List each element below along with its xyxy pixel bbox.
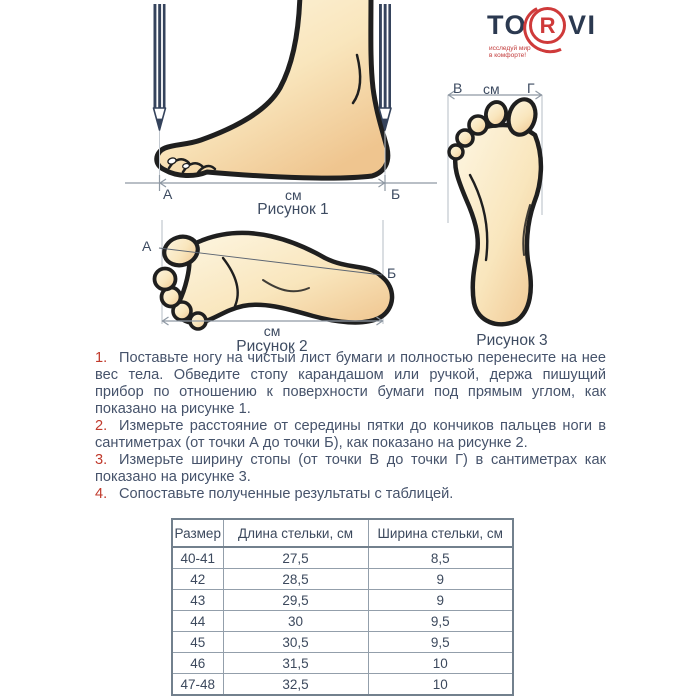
length-cell: 28,5 bbox=[223, 569, 368, 590]
instruction-item-1 bbox=[95, 350, 606, 418]
cm-unit-label: см bbox=[285, 187, 302, 203]
size-cell: 44 bbox=[172, 611, 223, 632]
header-size: Размер bbox=[172, 519, 223, 547]
instruction-text: Поставьте ногу на чистый лист бумаги и полностью перенесите на нее вес тела. Обведите стопу карандашом или ручкой, держа пишущий прибор по отношению к поверхности бумаги под прямым углом, как показано на рисунке 1. bbox=[95, 350, 606, 417]
figure-2-caption: Рисунок 2 bbox=[236, 338, 308, 355]
instruction-number: 4. bbox=[95, 486, 108, 502]
table-row bbox=[172, 611, 513, 632]
logo-tagline-line2: в комфорте! bbox=[489, 52, 527, 59]
width-cell: 10 bbox=[368, 653, 513, 674]
size-cell: 47-48 bbox=[172, 674, 223, 696]
logo-tagline-line1: исследуй мир bbox=[489, 45, 531, 52]
cm-unit-label: см bbox=[263, 323, 281, 339]
logo-text-left: TO bbox=[487, 10, 528, 40]
point-g-label: Г bbox=[527, 80, 535, 96]
point-b-label: Б bbox=[387, 265, 397, 281]
table-row bbox=[172, 547, 513, 569]
table-row bbox=[172, 590, 513, 611]
cm-unit-label: см bbox=[483, 81, 500, 97]
figure-1-foot-side-measurement bbox=[125, 0, 437, 222]
logo-r-swoosh-icon bbox=[529, 7, 566, 44]
point-v-label: В bbox=[453, 80, 463, 96]
size-cell: 45 bbox=[172, 632, 223, 653]
table-row bbox=[172, 653, 513, 674]
table-row bbox=[172, 632, 513, 653]
length-cell: 27,5 bbox=[223, 547, 368, 569]
instruction-text: Измерьте расстояние от середины пятки до кончиков пальцев ноги в сантиметрах (от точки А до точки Б), как показано на рисунке 2. bbox=[95, 418, 606, 451]
instruction-number: 2. bbox=[95, 418, 108, 434]
width-cell: 10 bbox=[368, 674, 513, 696]
figure-2-foot-length-measurement bbox=[135, 218, 427, 358]
torvi-wordmark bbox=[487, 7, 637, 44]
figure-3-foot-width-measurement bbox=[440, 75, 610, 355]
width-cell: 9 bbox=[368, 569, 513, 590]
header-insole-width: Ширина стельки, см bbox=[368, 519, 513, 547]
point-a-label: А bbox=[142, 238, 152, 254]
instruction-number: 3. bbox=[95, 452, 108, 468]
instruction-text: Измерьте ширину стопы (от точки В до точки Г) в сантиметрах как показано на рисунке 3. bbox=[95, 452, 606, 485]
size-cell: 40-41 bbox=[172, 547, 223, 569]
length-cell: 30,5 bbox=[223, 632, 368, 653]
length-cell: 32,5 bbox=[223, 674, 368, 696]
torvi-logo bbox=[487, 7, 637, 59]
length-cell: 31,5 bbox=[223, 653, 368, 674]
point-a-label: А bbox=[163, 186, 173, 202]
instructions-list bbox=[95, 350, 606, 503]
length-cell: 29,5 bbox=[223, 590, 368, 611]
instruction-item-3 bbox=[95, 452, 606, 486]
width-cell: 9 bbox=[368, 590, 513, 611]
table-row bbox=[172, 569, 513, 590]
instruction-item-4 bbox=[95, 486, 606, 503]
logo-letter-r: R bbox=[539, 12, 556, 38]
width-cell: 9,5 bbox=[368, 632, 513, 653]
width-cell: 9,5 bbox=[368, 611, 513, 632]
logo-text-right: VI bbox=[568, 10, 597, 40]
length-cell: 30 bbox=[223, 611, 368, 632]
figure-1-caption: Рисунок 1 bbox=[257, 201, 329, 218]
size-cell: 42 bbox=[172, 569, 223, 590]
width-cell: 8,5 bbox=[368, 547, 513, 569]
figure-3-caption: Рисунок 3 bbox=[476, 332, 548, 349]
size-cell: 46 bbox=[172, 653, 223, 674]
header-insole-length: Длина стельки, см bbox=[223, 519, 368, 547]
size-cell: 43 bbox=[172, 590, 223, 611]
foot-sole-vertical-illustration bbox=[440, 75, 610, 355]
instruction-number: 1. bbox=[95, 350, 108, 366]
size-table bbox=[171, 518, 514, 696]
table-header-row bbox=[172, 519, 513, 547]
instruction-text: Сопоставьте полученные результаты с таблицей. bbox=[119, 486, 454, 502]
table-row bbox=[172, 674, 513, 696]
point-b-label: Б bbox=[391, 186, 401, 202]
instruction-item-2 bbox=[95, 418, 606, 452]
